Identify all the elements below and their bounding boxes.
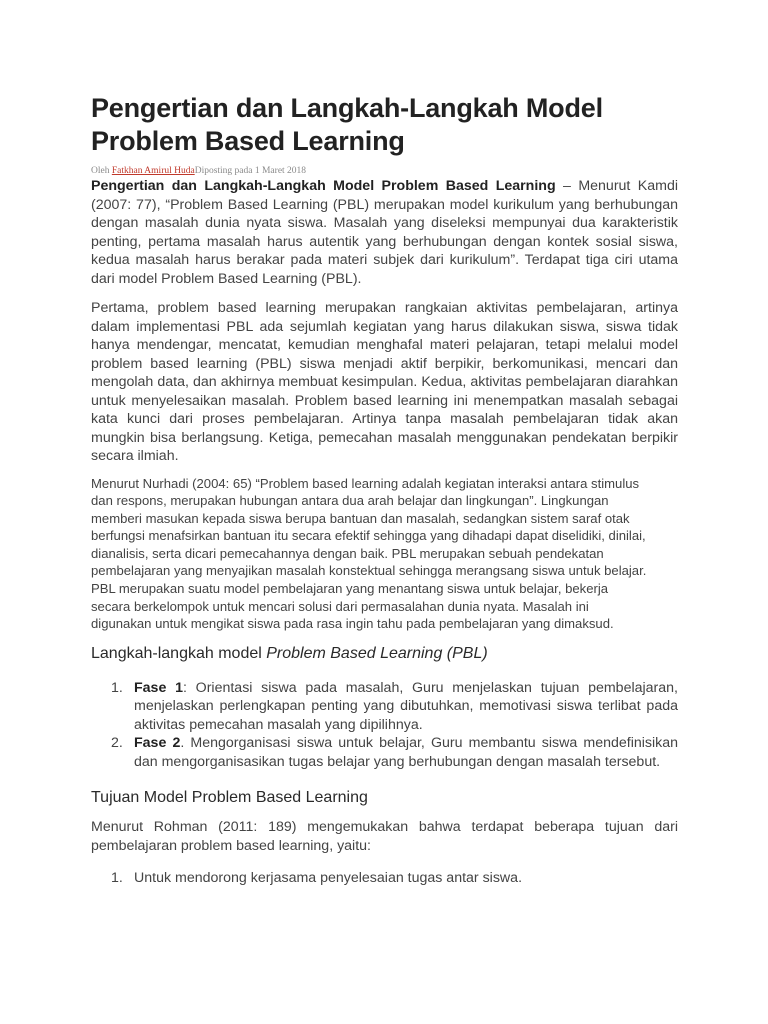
goals-heading: Tujuan Model Problem Based Learning: [91, 789, 368, 807]
paragraph-line: secara berkelompok untuk mencari solusi dari permasalahan dunia nyata. Masalah ini: [91, 598, 589, 614]
author-link[interactable]: Fatkhan Amirul Huda: [111, 166, 195, 176]
list-item-number: 1.: [111, 870, 123, 887]
list-item-number: 1.: [111, 679, 123, 696]
list-item-text: Untuk mendorong kerjasama penyelesaian tugas antar siswa.: [134, 870, 523, 887]
goals-list: [91, 869, 678, 888]
list-item-number: 2.: [111, 735, 123, 752]
article-title: Pengertian dan Langkah-Langkah Model Problem Based Learning: [91, 93, 603, 156]
paragraph-nurhadi: [91, 475, 678, 633]
list-item: [91, 679, 678, 735]
steps-heading: [91, 644, 678, 664]
steps-heading-italic: Problem Based Learning (PBL): [266, 644, 488, 662]
paragraph-line: Menurut Nurhadi (2004: 65) “Problem based learning adalah kegiatan interaksi antara stimulus: [91, 475, 640, 491]
steps-list: [91, 679, 678, 772]
paragraph-rohman: Menurut Rohman (2011: 189) mengemukakan bahwa terdapat beberapa tujuan dari pembelajaran problem based learning, yaitu:: [91, 819, 678, 854]
list-item: [91, 869, 678, 888]
paragraph-line: PBL merupakan suatu model pembelajaran yang menantang siswa untuk belajar, bekerja: [91, 581, 609, 597]
article-meta: [91, 165, 678, 177]
posted-date: Diposting pada 1 Maret 2018: [194, 166, 307, 176]
list-item-text: . Mengorganisasi siswa untuk belajar, Guru membantu siswa mendefinisikan dan mengorganisasikan tugas belajar yang berhubungan dengan masalah tersebut.: [134, 735, 679, 770]
intro-paragraph: [91, 177, 678, 288]
paragraph-line: memberi masukan kepada siswa berupa bantuan dan masalah, sedangkan sistem saraf otak: [91, 510, 630, 526]
list-item-text: : Orientasi siswa pada masalah, Guru menjelaskan tujuan pembelajaran, menjelaskan perlengkapan penting yang dibutuhkan, memotivasi siswa terlibat pada aktivitas pemecahan masalah yang dipilihnya.: [134, 679, 678, 733]
list-item: [91, 734, 678, 771]
paragraph-ciri: Pertama, problem based learning merupakan rangkaian aktivitas pembelajaran, artinya dalam implementasi PBL ada sejumlah kegiatan yang harus dilakukan siswa, siswa tidak hanya mendengar, mencatat, kemudian menghafal materi pelajaran, tetapi melalui model problem based learning (PBL) siswa menjadi aktif berpikir, berkomunikasi, mencari dan mengolah data, dan akhirnya membuat kesimpulan. Kedua, aktivitas pembelajaran diarahkan untuk menyelesaikan masalah. Problem based learning ini menempatkan masalah sebagai kata kunci dari proses pembelajaran. Artinya tanpa masalah pembelajaran tidak akan mungkin bisa berlangsung. Ketiga, pemecahan masalah menggunakan pendekatan berpikir secara ilmiah.: [91, 300, 678, 464]
list-item-label: Fase 1: [134, 679, 183, 696]
article: [91, 92, 678, 888]
list-item-label: Fase 2: [134, 735, 181, 752]
meta-by-label: Oleh: [91, 166, 112, 176]
paragraph-line: berfungsi menafsirkan bantuan itu secara efektif sehingga yang dihadapi dapat diselidiki, dinilai,: [91, 528, 646, 544]
paragraph-line: dan respons, merupakan hubungan antara dua arah belajar dan lingkungan”. Lingkungan: [91, 493, 609, 509]
paragraph-line: digunakan untuk mengikat siswa pada rasa ingin tahu pada pembelajaran yang dimaksud.: [91, 616, 614, 632]
paragraph-line: pembelajaran yang menyajikan masalah konstektual sehingga merangsang siswa untuk belajar.: [91, 563, 647, 579]
paragraph-line: dianalisis, serta dicari pemecahannya dengan baik. PBL merupakan sebuah pendekatan: [91, 545, 604, 561]
steps-heading-prefix: Langkah-langkah model: [91, 644, 267, 662]
intro-bold-lead: Pengertian dan Langkah-Langkah Model Problem Based Learning: [91, 178, 556, 194]
intro-text: – Menurut Kamdi (2007: 77), “Problem Based Learning (PBL) merupakan model kurikulum yang berhubungan dengan masalah dunia nyata siswa. Masalah yang diseleksi mempunyai dua karakteristik penting, pertama masalah harus autentik yang berhubungan dengan kontek sosial siswa, kedua masalah harus berakar pada materi subjek dari kurikulum”. Terdapat tiga ciri utama dari model Problem Based Learning (PBL).: [91, 178, 678, 287]
